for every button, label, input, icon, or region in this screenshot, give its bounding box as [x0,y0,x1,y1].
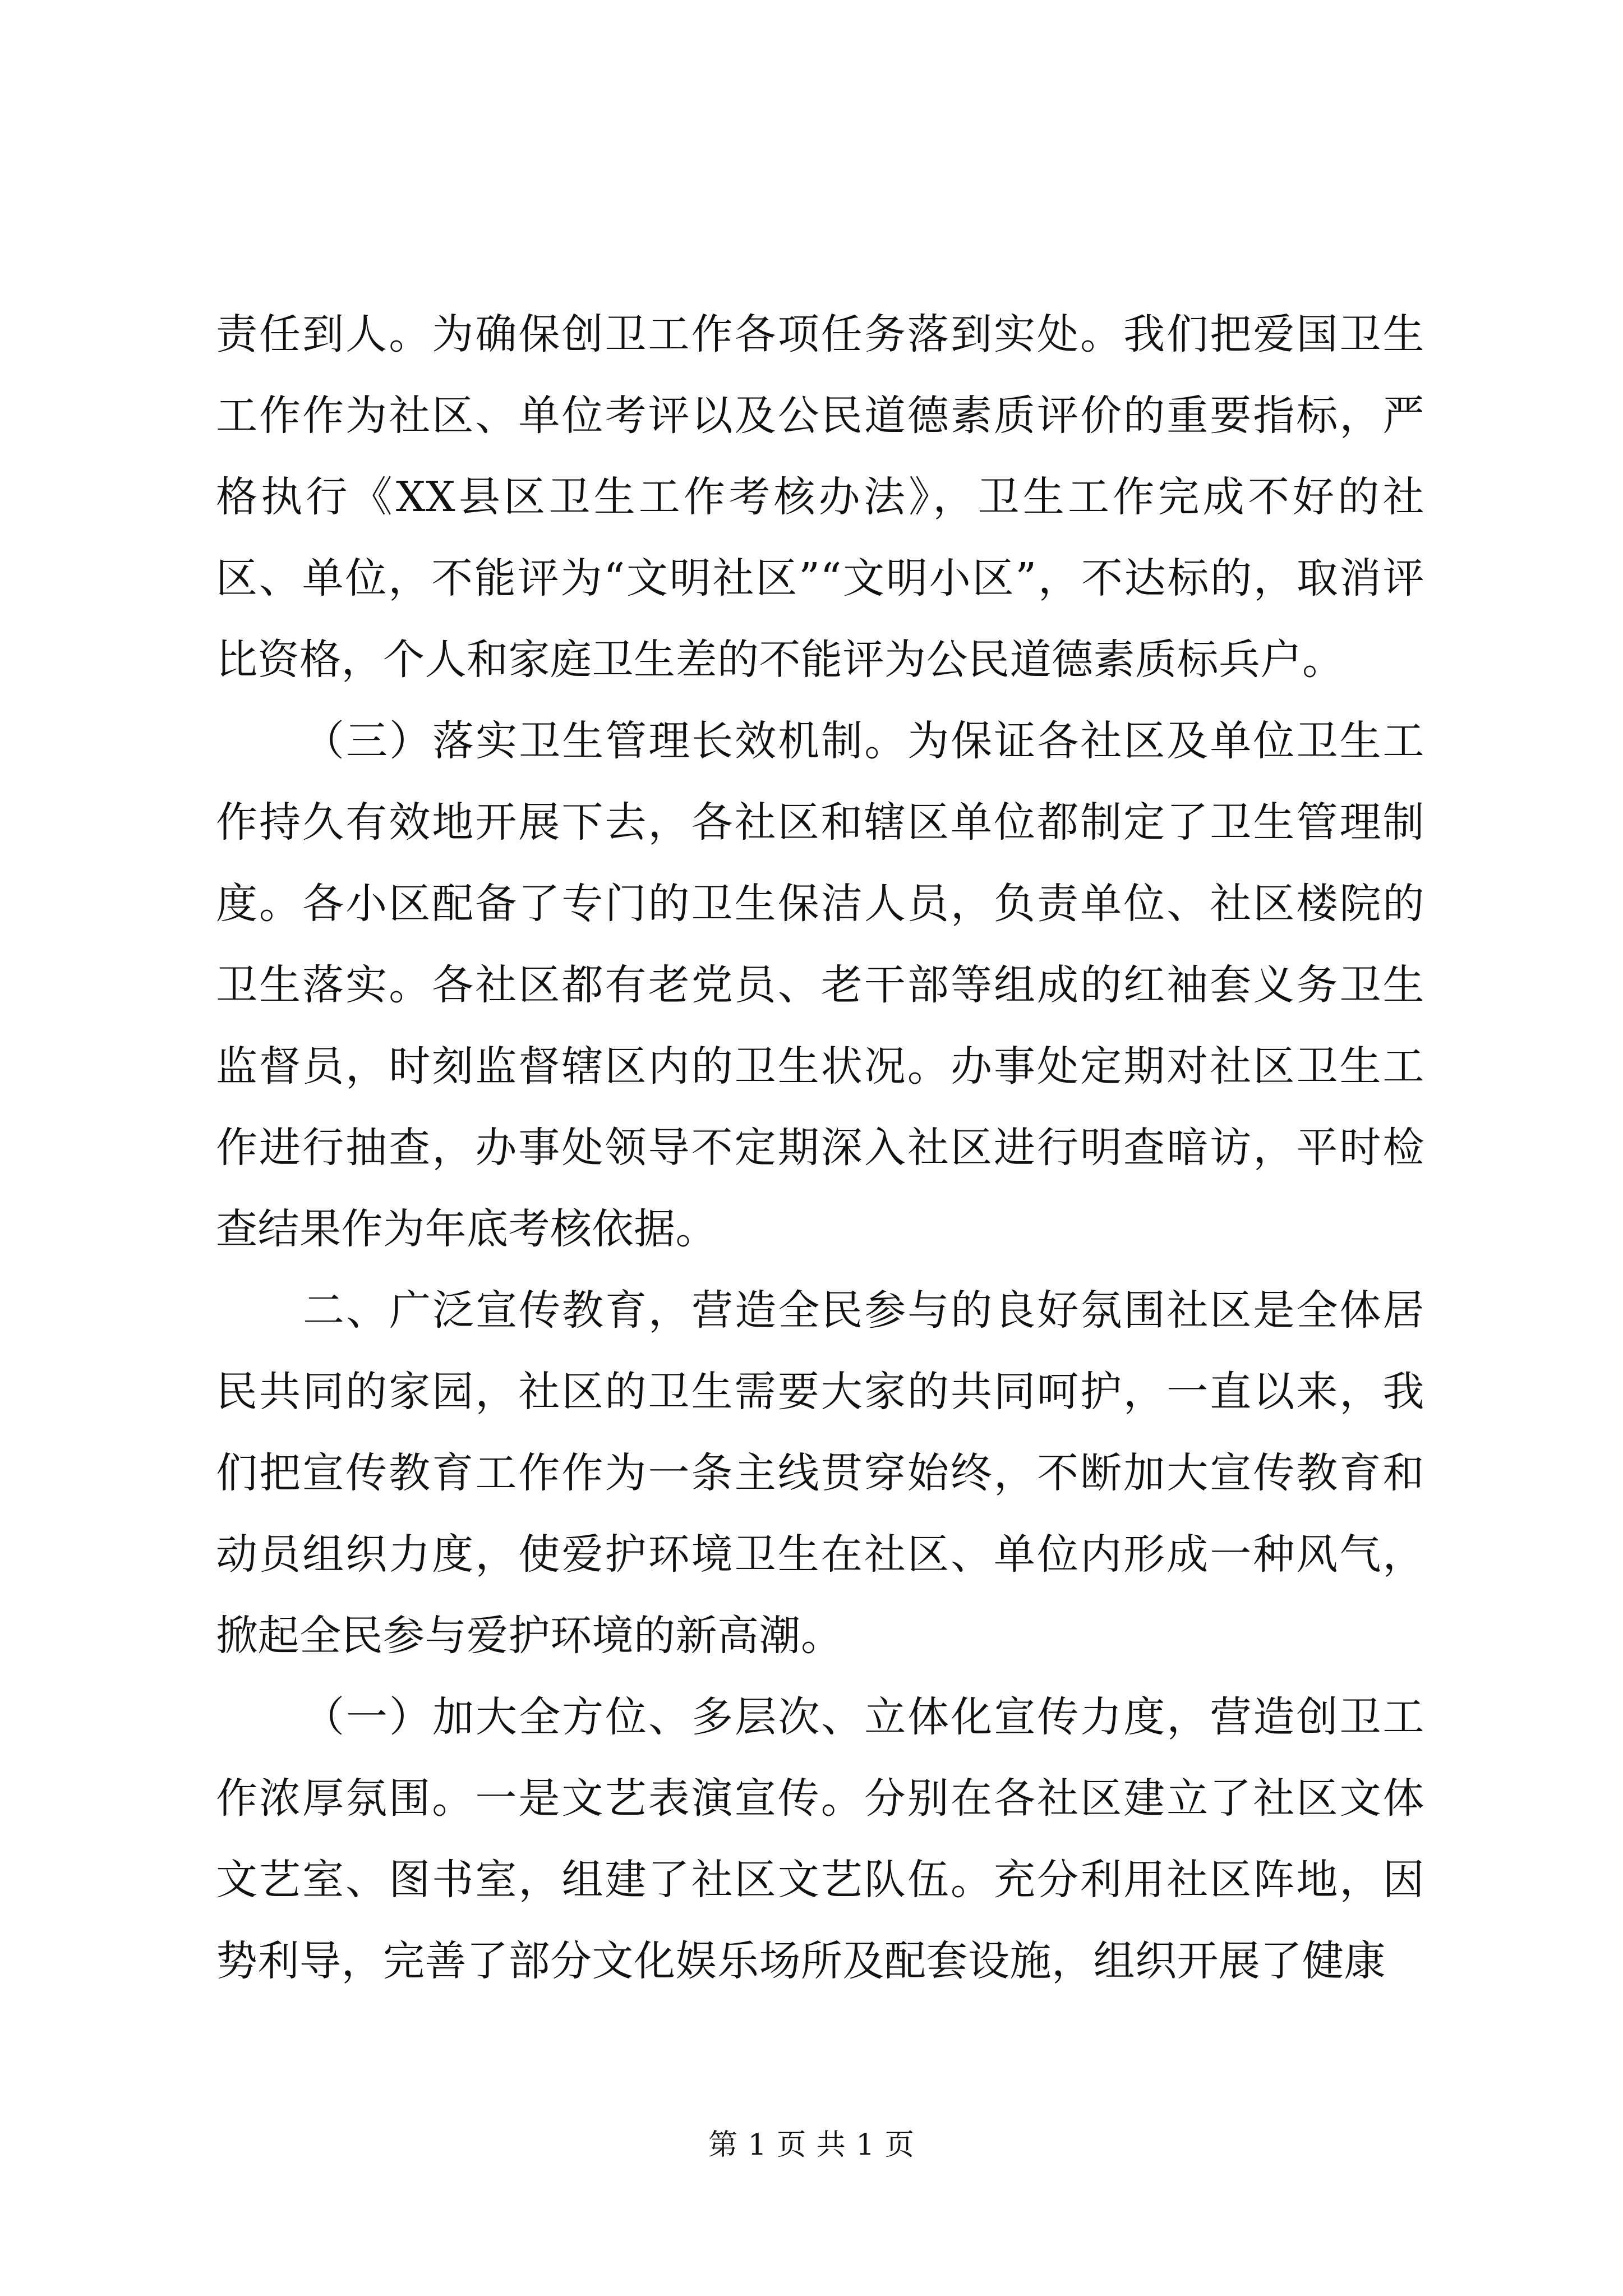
paragraph-publicity-measures: （一）加大全方位、多层次、立体化宣传力度，营造创卫工作浓厚氛围。一是文艺表演宣传。分别在各社区建立了社区文体文艺室、图书室，组建了社区文艺队伍。充分利用社区阵地，因势利导，完善了部分文化娱乐场所及配套设施，组织开展了健康 [216,1693,1424,1985]
paragraph-long-term-mechanism: （三）落实卫生管理长效机制。为保证各社区及单位卫生工作持久有效地开展下去，各社区和辖区单位都制定了卫生管理制度。各小区配备了专门的卫生保洁人员，负责单位、社区楼院的卫生落实。各社区都有老党员、老干部等组成的红袖套义务卫生监督员，时刻监督辖区内的卫生状况。办事处定期对社区卫生工作进行抽查，办事处领导不定期深入社区进行明查暗访，平时检查结果作为年底考核依据。 [216,717,1424,1253]
paragraph-responsibility: 责任到人。为确保创卫工作各项任务落到实处。我们把爱国卫生工作作为社区、单位考评以及公民道德素质评价的重要指标，严格执行《XX县区卫生工作考核办法》，卫生工作完成不好的社区、单位，不能评为“文明社区”“文明小区”，不达标的，取消评比资格，个人和家庭卫生差的不能评为公民道德素质标兵户。 [216,310,1424,684]
document-body [216,294,1424,2002]
page-footer: 第 1 页 共 1 页 [708,2128,915,2162]
paragraph-publicity-education: 二、广泛宣传教育，营造全民参与的良好氛围社区是全体居民共同的家园，社区的卫生需要大家的共同呵护，一直以来，我们把宣传教育工作作为一条主线贯穿始终，不断加大宣传教育和动员组织力度，使爱护环境卫生在社区、单位内形成一种风气，掀起全民参与爱护环境的新高潮。 [216,1286,1424,1660]
